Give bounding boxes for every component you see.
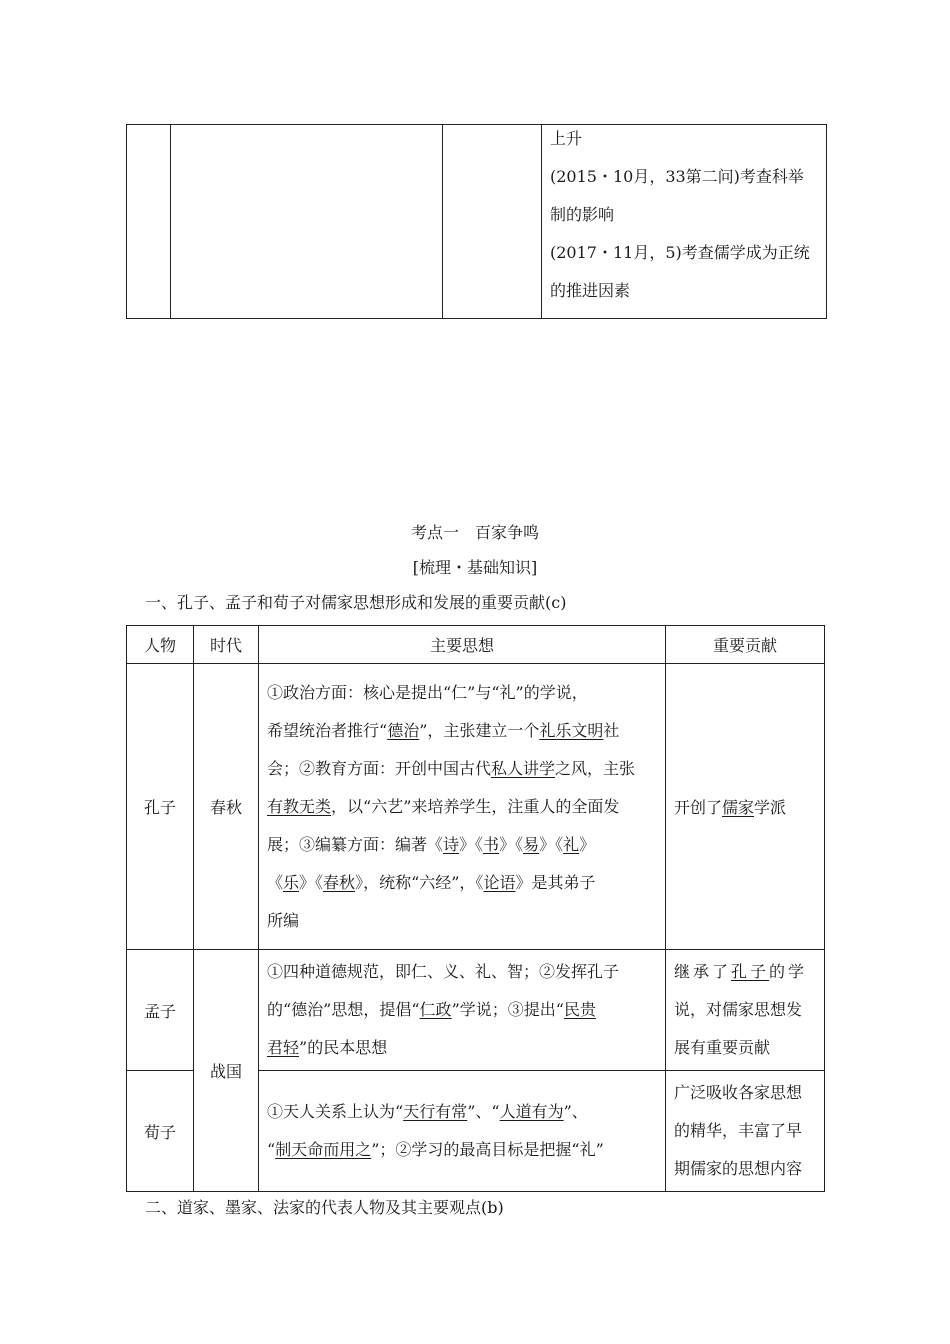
thought-line: “制天命而用之”；②学习的最高目标是把握“礼” (267, 1140, 604, 1159)
heading-2: 二、道家、墨家、法家的代表人物及其主要观点(b) (145, 1198, 504, 1217)
section-title: 考点一 百家争鸣 (410, 523, 539, 542)
main-thought (259, 664, 666, 950)
main-thought (259, 1071, 666, 1192)
table-row (127, 950, 825, 1071)
thought-line: 的“德治”思想，提倡“仁政”学说；③提出“民贵 (267, 1000, 596, 1019)
top-table-line: (2015・10月，33第二问)考查科举 (550, 167, 804, 186)
section-subtitle: [梳理・基础知识] (412, 558, 538, 577)
contribution-line: 展有重要贡献 (674, 1038, 771, 1057)
top-table-line: 制的影响 (550, 205, 615, 224)
thought-line: 所编 (267, 910, 300, 930)
contribution (666, 950, 825, 1071)
contribution-line: 的精华，丰富了早 (674, 1121, 803, 1140)
person-name: 孟子 (127, 950, 194, 1071)
top-continuation-table (126, 124, 827, 319)
table-row (127, 664, 825, 950)
header-cell: 人物 (127, 626, 194, 664)
top-table-col-1 (127, 125, 171, 319)
thought-line: ①天人关系上认为“天行有常”、“人道有为”、 (267, 1102, 588, 1121)
confucian-table (126, 625, 825, 1192)
top-table-line: 上升 (550, 129, 583, 148)
main-thought (259, 950, 666, 1071)
thought-line: ①政治方面：核心是提出“仁”与“礼”的学说， (267, 682, 588, 702)
heading-1: 一、孔子、孟子和荀子对儒家思想形成和发展的重要贡献(c) (145, 593, 567, 612)
top-table-col-2 (171, 125, 443, 319)
thought-line: 希望统治者推行“德治”，主张建立一个礼乐文明社 (267, 720, 620, 740)
thought-line: ①四种道德规范，即仁、义、礼、智；②发挥孔子 (267, 962, 620, 981)
table-header-row (127, 626, 825, 664)
person-name: 荀子 (127, 1071, 194, 1192)
person-name: 孔子 (127, 664, 194, 950)
contribution-line: 说，对儒家思想发 (674, 1000, 803, 1019)
contribution-line: 期儒家的思想内容 (674, 1159, 803, 1178)
thought-line: 会；②教育方面：开创中国古代私人讲学之风，主张 (267, 758, 636, 778)
contribution-line: 继承了孔子的学 (674, 962, 808, 981)
contribution: 开创了儒家学派 (666, 664, 825, 950)
contribution (666, 1071, 825, 1192)
top-table-line: (2017・11月，5)考查儒学成为正统 (550, 243, 810, 262)
era: 战国 (194, 950, 259, 1192)
top-table-col-3 (443, 125, 542, 319)
thought-line: 有教无类，以“六艺”来培养学生，注重人的全面发 (267, 796, 620, 816)
thought-line: 《乐》《春秋》，统称“六经”，《论语》是其弟子 (267, 872, 596, 892)
thought-line: 君轻”的民本思想 (267, 1038, 388, 1057)
era: 春秋 (194, 664, 259, 950)
header-cell: 重要贡献 (666, 626, 825, 664)
top-table-col-4 (542, 125, 827, 319)
thought-line: 展；③编纂方面：编著《诗》《书》《易》《礼》 (267, 834, 596, 854)
top-table-line: 的推进因素 (550, 281, 631, 300)
header-cell: 时代 (194, 626, 259, 664)
contribution-line: 广泛吸收各家思想 (674, 1083, 803, 1102)
header-cell: 主要思想 (259, 626, 666, 664)
